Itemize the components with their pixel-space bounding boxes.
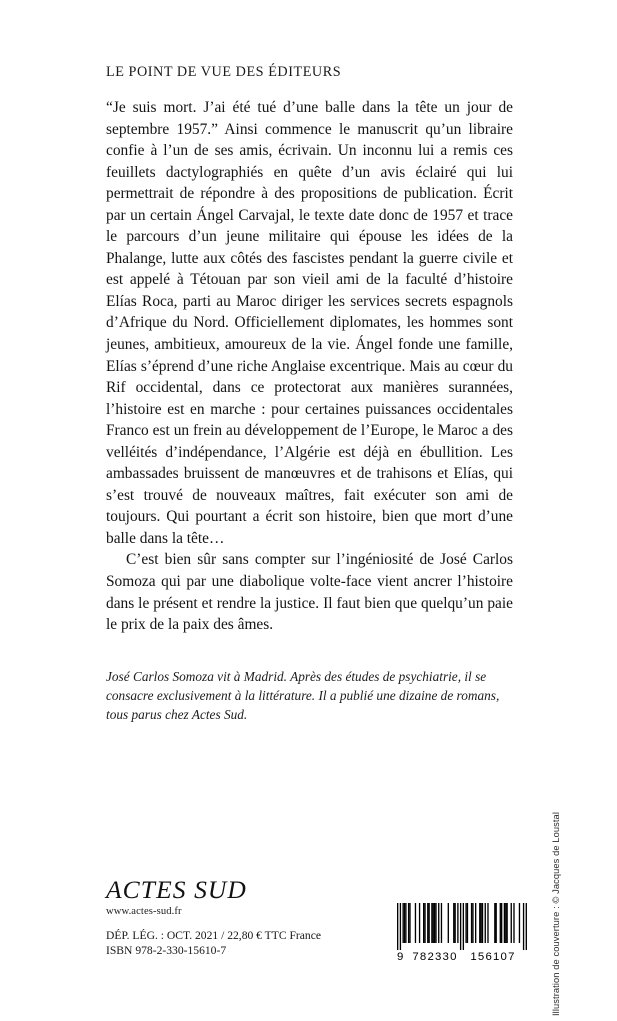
blurb-paragraph-2: C’est bien sûr sans compter sur l’ingéniosité de José Carlos Somoza qui par une diabolique volte-face vient ancrer l’histoire dans le présent et rendre la justice. Il faut bien que quelqu’un paie le prix de la paix des âmes.: [106, 551, 513, 634]
cover-illustration-credit: Illustration de couverture : © Jacques de Loustal: [551, 812, 561, 1016]
publisher-block: [106, 877, 247, 917]
blurb-paragraph-1: “Je suis mort. J’ai été tué d’une balle dans la tête un jour de septembre 1957.” Ainsi commence le manuscrit qu’un libraire confie à l’un de ses amis, écrivain. Un inconnu lui a remis ces feuillets dactylographiés en quête d’un avis éclairé qui lui permettrait de répondre à des propositions de publication. Écrit par un certain Ángel Carvajal, le texte date donc de 1957 et trace le parcours d’un jeune militaire qui épouse les idées de la Phalange, lutte aux côtés des fascistes pendant la guerre civile et est appelé à Tétouan par son vieil ami de la faculté d’histoire Elías Roca, parti au Maroc diriger les services secrets espagnols d’Afrique du Nord. Officiellement diplomates, les hommes sont jeunes, ambitieux, amoureux de la vie. Ángel fonde une famille, Elías s’éprend d’une riche Anglaise excentrique. Mais au cœur du Rif occidental, dans ce protectorat aux manières surannées, l’histoire est en marche : pour certaines puissances occidentales Franco est un frein au développement de l’Europe, le Maroc a des velléités d’indépendance, l’Algérie est déjà en ébullition. Les ambassades bruissent de manœuvres et de trahisons et Elías, qui s’est trouvé de nouveaux maîtres, fait exécuter son ami de toujours. Qui pourtant a écrit son histoire, bien que mort d’une balle dans la tête…: [106, 99, 513, 547]
barcode-bars: [397, 903, 527, 950]
isbn-line: ISBN 978-2-330-15610-7: [106, 944, 227, 958]
author-bio-text: José Carlos Somoza vit à Madrid. Après des études de psychiatrie, il se consacre exclusivement à la littérature. Il a publié une dizaine de romans, tous parus chez Actes Sud.: [106, 669, 500, 722]
publisher-logo: ACTES SUD: [106, 875, 247, 904]
legal-deposit-line: DÉP. LÉG. : OCT. 2021 / 22,80 € TTC France: [106, 929, 322, 942]
barcode: [397, 903, 527, 963]
author-bio: [106, 668, 513, 724]
barcode-left-group: 782330: [412, 951, 458, 963]
editors-blurb: [106, 97, 513, 636]
barcode-lead-digit: 9: [397, 951, 404, 963]
publisher-website: www.actes-sud.fr: [106, 905, 182, 917]
editors-viewpoint-heading: LE POINT DE VUE DES ÉDITEURS: [106, 64, 342, 80]
barcode-right-group: 156107: [470, 951, 516, 963]
barcode-digits: [397, 951, 527, 963]
legal-info: [106, 928, 321, 959]
